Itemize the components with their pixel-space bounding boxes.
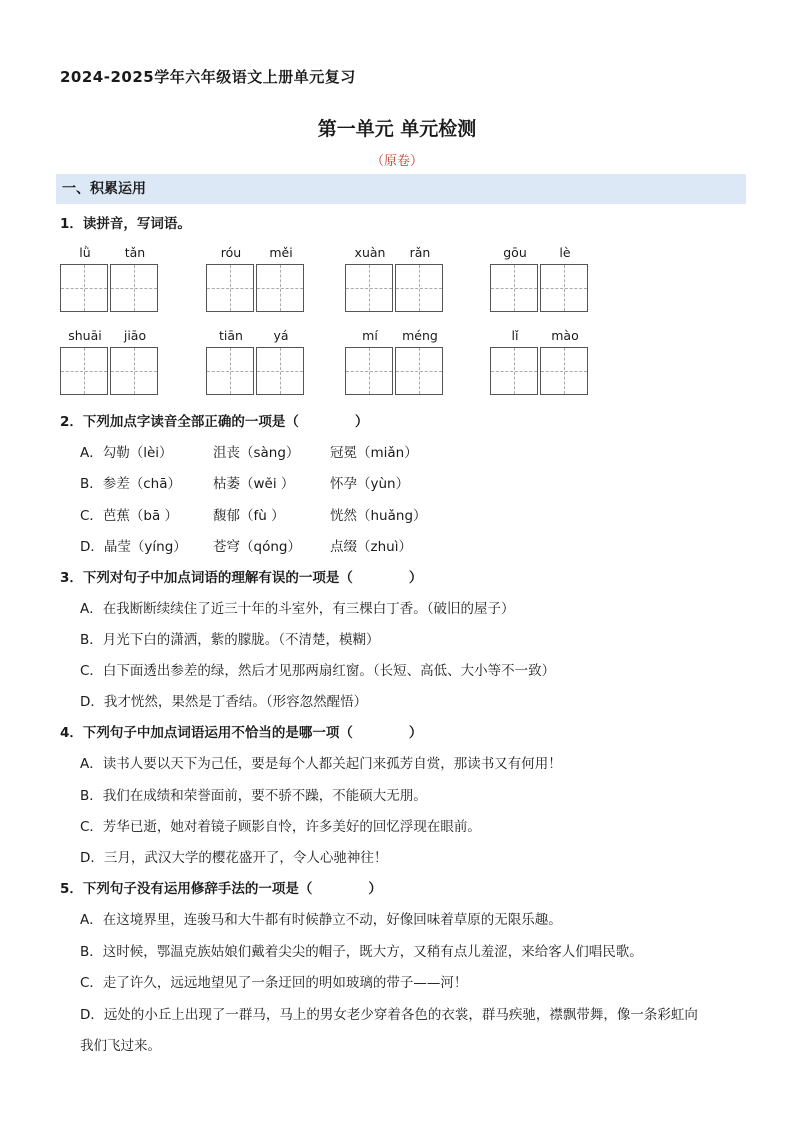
document-title: 第一单元 单元检测 <box>317 118 477 140</box>
question-4-title <box>60 721 422 741</box>
question-3-option-a[interactable]: A．在我断断续续住了近三十年的斗室外，有三棵白丁香。（破旧的屋子） <box>80 601 515 617</box>
pinyin-label: róu <box>220 245 242 260</box>
question-5-option-a[interactable]: A．在这境界里，连骏马和大牛都有时候静立不动，好像回味着草原的无限乐趣。 <box>80 912 562 928</box>
writing-box[interactable] <box>395 347 443 395</box>
pinyin-label: lè <box>559 245 571 260</box>
question-2-option[interactable]: B．参差（chā） <box>80 476 182 492</box>
section-heading: 一、积累运用 <box>56 174 746 204</box>
question-5-option-c[interactable]: C．走了许久，远远地望见了一条迂回的明如玻璃的带子——河！ <box>80 975 468 991</box>
pinyin-label: gōu <box>503 245 527 260</box>
writing-box[interactable] <box>60 264 108 312</box>
question-2-option-item: 枯萎（wěi ） <box>213 476 295 492</box>
writing-box[interactable] <box>110 264 158 312</box>
pinyin-label: měi <box>269 245 293 260</box>
question-4-option-c[interactable]: C．芳华已逝，她对着镜子顾影自怜，许多美好的回忆浮现在眼前。 <box>80 819 481 835</box>
question-3-stem: 3．下列对句子中加点词语的理解有误的一项是（ <box>60 570 353 586</box>
writing-box[interactable] <box>490 264 538 312</box>
question-4-option-d[interactable]: D．三月，武汉大学的樱花盛开了，令人心驰神往！ <box>80 850 388 866</box>
writing-box[interactable] <box>60 347 108 395</box>
question-5-option-d-continued: 我们飞过来。 <box>80 1038 161 1054</box>
pinyin-label: shuāi <box>68 328 102 343</box>
pinyin-label: mào <box>551 328 579 343</box>
question-2-option-item: 馥郁（fù ） <box>213 508 285 524</box>
question-3-option-b[interactable]: B．月光下白的潇洒，紫的朦胧。（不清楚，模糊） <box>80 632 380 648</box>
question-2-option[interactable]: C．芭蕉（bā ） <box>80 508 179 524</box>
question-5-stem: 5．下列句子没有运用修辞手法的一项是（ <box>60 881 313 897</box>
page-header: 2024-2025学年六年级语文上册单元复习 <box>60 68 356 86</box>
writing-box[interactable] <box>206 347 254 395</box>
writing-box[interactable] <box>540 347 588 395</box>
question-2-option[interactable]: D．晶莹（yíng） <box>80 539 187 555</box>
question-5-option-d[interactable]: D．远处的小丘上出现了一群马，马上的男女老少穿着各色的衣裳，群马疾驰，襟飘带舞，像一条彩虹向 <box>80 1007 698 1023</box>
question-4-option-a[interactable]: A．读书人要以天下为己任，要是每个人都关起门来孤芳自赏，那读书又有何用！ <box>80 756 562 772</box>
writing-box[interactable] <box>490 347 538 395</box>
pinyin-label: jiāo <box>123 328 147 343</box>
document-subtitle: （原卷） <box>370 154 423 169</box>
writing-box[interactable] <box>206 264 254 312</box>
pinyin-label: tǎn <box>124 245 146 260</box>
writing-box[interactable] <box>345 347 393 395</box>
question-5-paren-close: ） <box>368 881 382 897</box>
pinyin-label: lǐ <box>511 328 519 343</box>
question-3-option-d[interactable]: D．我才恍然，果然是丁香结。（形容忽然醒悟） <box>80 694 368 710</box>
question-4-stem: 4．下列句子中加点词语运用不恰当的是哪一项（ <box>60 725 353 741</box>
writing-box[interactable] <box>256 264 304 312</box>
pinyin-label: yá <box>273 328 289 343</box>
question-5-option-b[interactable]: B．这时候，鄂温克族姑娘们戴着尖尖的帽子，既大方，又稍有点儿羞涩，来给客人们唱民歌。 <box>80 944 643 960</box>
question-2-stem: 2．下列加点字读音全部正确的一项是（ <box>60 414 299 430</box>
pinyin-label: rǎn <box>409 245 431 260</box>
writing-box[interactable] <box>540 264 588 312</box>
question-2-paren-close: ） <box>354 414 369 430</box>
writing-box[interactable] <box>256 347 304 395</box>
pinyin-label: lǜ <box>79 245 91 260</box>
question-3-paren-close: ） <box>408 570 423 586</box>
question-4-paren-close: ） <box>408 725 423 741</box>
question-2-option-item: 冠冕（miǎn） <box>330 445 418 461</box>
question-4-option-b[interactable]: B．我们在成绩和荣誉面前，要不骄不躁，不能硕大无朋。 <box>80 788 427 804</box>
writing-box[interactable] <box>395 264 443 312</box>
question-2-option-item: 恍然（huǎng） <box>330 508 427 524</box>
question-2-option-item: 怀孕（yùn） <box>330 476 410 492</box>
question-2-option[interactable]: A．勾勒（lèi） <box>80 445 173 461</box>
question-3-title <box>60 566 422 586</box>
question-2-option-item: 苍穹（qóng） <box>213 539 301 555</box>
writing-box[interactable] <box>110 347 158 395</box>
pinyin-label: méng <box>402 328 438 343</box>
question-2-option-item: 点缀（zhuì） <box>330 539 412 555</box>
writing-box[interactable] <box>345 264 393 312</box>
question-1-title: 1．读拼音，写词语。 <box>60 216 191 232</box>
pinyin-label: xuàn <box>354 245 386 260</box>
question-2-title <box>60 410 368 430</box>
pinyin-label: tiān <box>219 328 243 343</box>
question-5-title <box>60 877 382 897</box>
question-3-option-c[interactable]: C．白下面透出参差的绿，然后才见那两扇红窗。（长短、高低、大小等不一致） <box>80 663 556 679</box>
question-2-option-item: 沮丧（sàng） <box>213 445 300 461</box>
pinyin-label: mí <box>362 328 378 343</box>
